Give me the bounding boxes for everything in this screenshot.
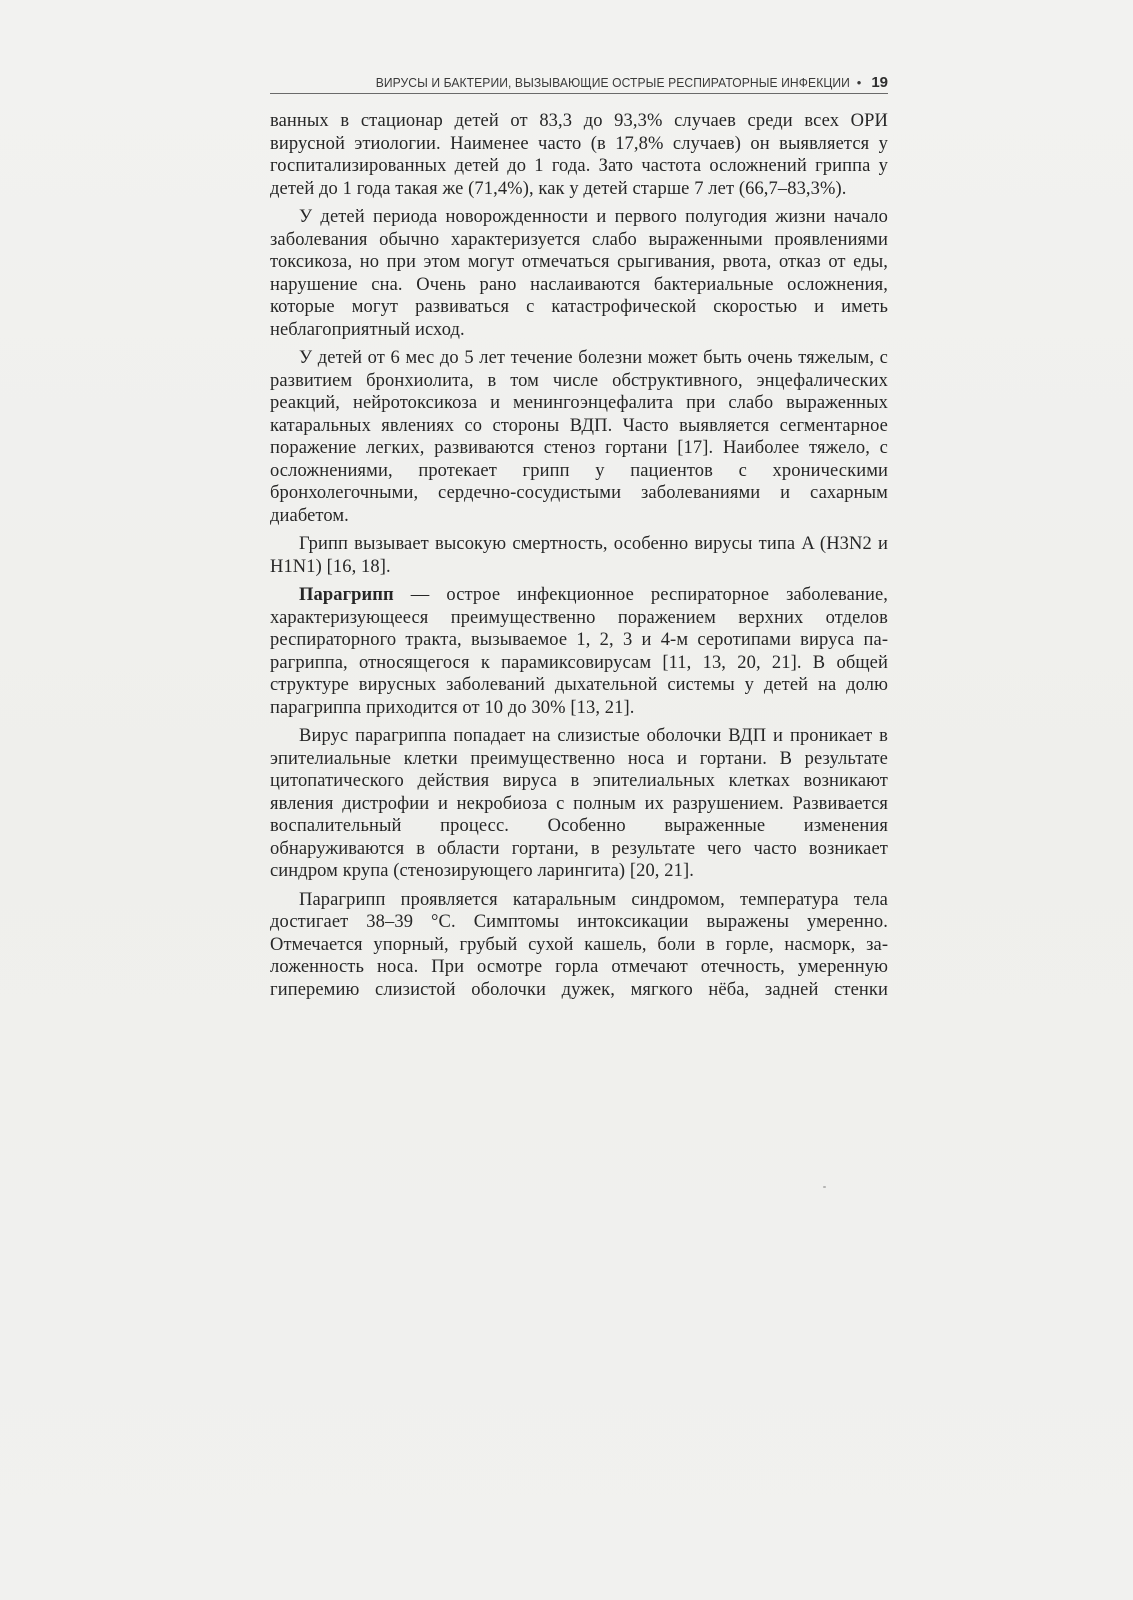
page-number: 19 [871, 74, 888, 91]
running-header-title: ВИРУСЫ И БАКТЕРИИ, ВЫЗЫВАЮЩИЕ ОСТРЫЕ РЕСПИРАТОРНЫЕ ИНФЕКЦИИ [375, 75, 850, 90]
header-bullet: • [856, 75, 862, 90]
definition-text: — острое инфекционное респираторное заболевание, характеризующееся преимущественно поражением верхних отделов респираторного тракта, вызываемое 1, 2, 3 и 4-м серотипами вируса парагриппа, относящегося к парамиксовирусам [11, 13, 20, 21]. В общей структуре вирусных заболеваний дыхательной системы у детей на долю парагриппа приходится от 10 до 30% [13, 21]. [270, 585, 888, 718]
scan-speck [823, 1186, 826, 1188]
paragraph-continuation: ванных в стационар детей от 83,3 до 93,3% случаев среди всех ОРИ вирусной этиологии. Наименее часто (в 17,8% случаев) он выявляется у госпитализированных детей до 1 года. Зато частота осложнений гриппа у детей до 1 года такая же (71,4%), как у детей старше 7 лет (66,7–83,3%). [270, 111, 888, 199]
running-header [270, 72, 888, 94]
body-text [270, 110, 888, 1007]
paragraph-parainfluenza-clinic: Парагрипп проявляется катаральным синдромом, температура тела достигает 38–39 °С. Симптомы интоксикации выражены умеренно. Отмечается упорный, грубый сухой кашель, боли в горле, насморк, заложенность носа. При осмотре горла отмечают отечность, умеренную гиперемию слизистой оболочки дужек, мягкого нёба, задней стенки [270, 889, 888, 1000]
paragraph-parainfluenza-pathogenesis: Вирус парагриппа попадает на слизистые оболочки ВДП и проникает в эпителиальные клетки преимущественно носа и гортани. В результате цитопатического действия вируса в эпителиальных клетках возникают явления дистрофии и некробиоза с полным их разрушением. Развивается воспалительный процесс. Особенно выраженные изменения обнаруживаются в области гортани, в результате чего часто возникает синдром крупа (стенозирующего ларингита) [20, 21]. [270, 726, 888, 881]
term-parainfluenza: Парагрипп [299, 585, 394, 605]
paragraph-newborn-flu: У детей периода новорожденности и первого полугодия жизни начало заболевания обычно характеризуется слабо выраженными проявлениями токсикоза, но при этом могут отмечаться срыгивания, рвота, отказ от еды, нарушение сна. Очень рано наслаиваются бактериальные осложнения, которые могут развиваться с катастрофической скоростью и иметь неблагоприятный исход. [270, 207, 888, 340]
paragraph-children-6mo-5y: У детей от 6 мес до 5 лет течение болезни может быть очень тяжелым, с развитием бронхиолита, в том числе обструктивного, энцефалических реакций, нейротоксикоза и менингоэнцефалита при слабо выраженных катаральных явлениях со стороны ВДП. Часто выявляется сегментарное поражение легких, развиваются стеноз гортани [17]. Наиболее тяжело, с осложнениями, протекает грипп у пациентов с хроническими бронхолегочными, сердечно-сосудистыми заболеваниями и сахарным диабетом. [270, 348, 888, 526]
paragraph-parainfluenza-definition [270, 584, 888, 719]
paragraph-flu-mortality: Грипп вызывает высокую смертность, особенно вирусы типа A (H3N2 и H1N1) [16, 18]. [270, 534, 888, 577]
